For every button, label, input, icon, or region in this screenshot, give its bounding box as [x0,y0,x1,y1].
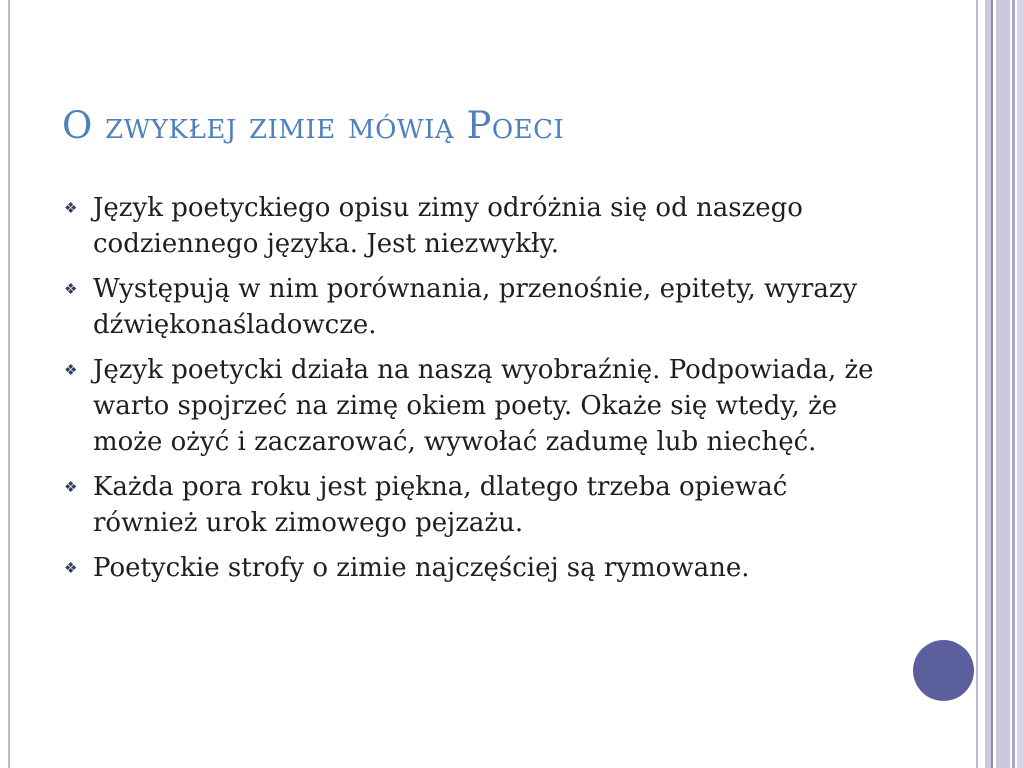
diamond-quad-icon: ❖ [64,559,78,577]
right-stripe [976,0,978,768]
bullet-item [62,352,882,460]
diamond-quad-icon: ❖ [64,361,78,379]
bullet-item [62,190,882,262]
bullet-item [62,271,882,343]
bullet-text: Poetyckie strofy o zimie najczęściej są rymowane. [93,553,750,583]
diamond-quad-icon: ❖ [64,199,78,217]
bullet-text: Każda pora roku jest piękna, dlatego trzeba opiewać również urok zimowego pejzażu. [93,472,788,538]
bullet-text: Język poetycki działa na naszą wyobraźnię. Podpowiada, że warto spojrzeć na zimę okiem poety. Okaże się wtedy, że może ożyć i zaczarować, wywołać zadumę lub niechęć. [93,355,874,457]
bullet-text: Język poetyckiego opisu zimy odróżnia się od naszego codziennego języka. Jest niezwykły. [93,193,803,259]
diamond-quad-icon: ❖ [64,280,78,298]
right-stripe [1017,0,1024,768]
bullet-item [62,469,882,541]
right-stripe [991,0,993,768]
right-stripe [1012,0,1015,768]
slide-title: O zwykłej zimie mówią Poeci [62,104,565,147]
diamond-quad-icon: ❖ [64,478,78,496]
right-stripe [996,0,1010,768]
bullet-text: Występują w nim porównania, przenośnie, epitety, wyrazy dźwiękonaśladowcze. [93,274,858,340]
accent-circle [913,640,974,701]
bullet-item [62,550,882,586]
bullet-list [62,190,882,595]
left-frame-line [8,0,10,768]
